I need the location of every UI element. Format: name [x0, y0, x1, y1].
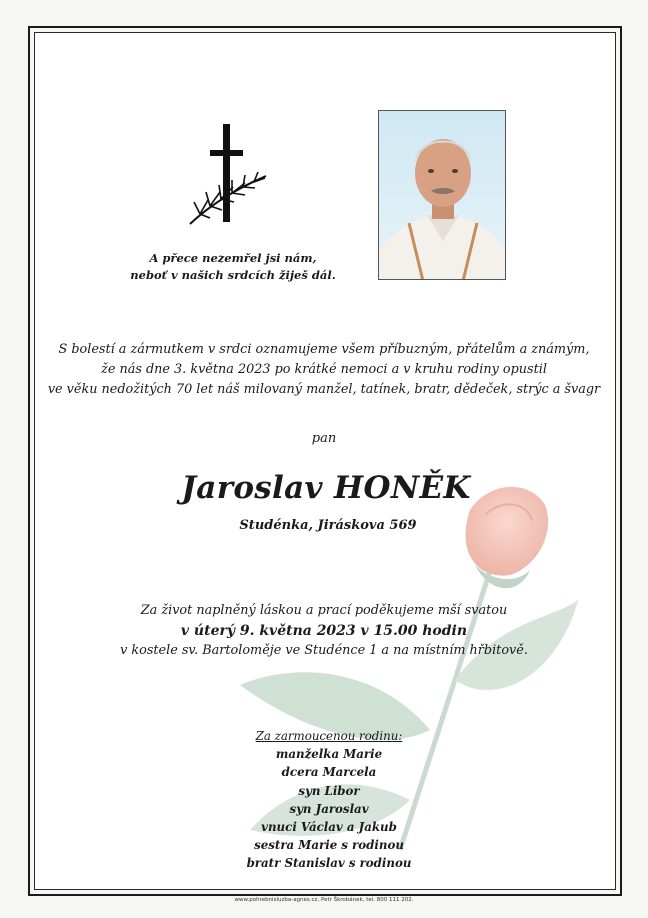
funeral-date-time: v úterý 9. května 2023 v 15.00 hodin [180, 623, 468, 639]
deceased-name: Jaroslav HONĚK [181, 470, 471, 506]
announcement-line-2: že nás dne 3. května 2023 po krátké nemoci a v kruhu rodiny opustil [101, 362, 547, 377]
mourner-item: vnuci Václav a Jakub [261, 820, 397, 835]
announcement-line-3: ve věku nedožitých 70 let náš milovaný manžel, tatínek, bratr, dědeček, strýc a švagr [47, 382, 601, 397]
portrait-illustration [379, 111, 506, 280]
quote-line-2: neboť v našich srdcích žiješ dál. [130, 268, 336, 282]
announcement-line-1: S bolestí a zármutkem v srdci oznamujeme všem příbuzným, přátelům a známým, [58, 342, 590, 357]
mourner-item: manželka Marie [275, 747, 383, 762]
mourners-heading: Za zarmoucenou rodinu: [255, 729, 403, 743]
deceased-address: Studénka, Jiráskova 569 [239, 518, 417, 533]
funeral-details [80, 601, 568, 661]
mourner-item: syn Libor [298, 783, 360, 798]
funeral-line-1: Za život naplněný láskou a prací poděkujeme mší svatou [140, 603, 508, 618]
death-announcement [40, 340, 608, 400]
mourner-item: sestra Marie s rodinou [254, 838, 404, 853]
epitaph-quote [118, 250, 348, 284]
funeral-location: v kostele sv. Bartoloměje ve Studénce 1 a na místním hřbitově. [120, 643, 528, 658]
mourner-item: bratr Stanislav s rodinou [246, 856, 412, 871]
mourner-item: syn Jaroslav [289, 801, 369, 816]
cross-with-palm-icon [186, 124, 270, 230]
portrait-photo [378, 110, 506, 280]
quote-line-1: A přece nezemřel jsi nám, [149, 251, 317, 265]
funeral-service-footer: www.pohrebnisluzba-agnes.cz, Petr Škrobánek, tel. 800 111 202. [234, 897, 414, 903]
mourners-list [180, 727, 478, 873]
salutation: pan [311, 431, 337, 446]
mourner-item: dcera Marcela [281, 765, 377, 780]
